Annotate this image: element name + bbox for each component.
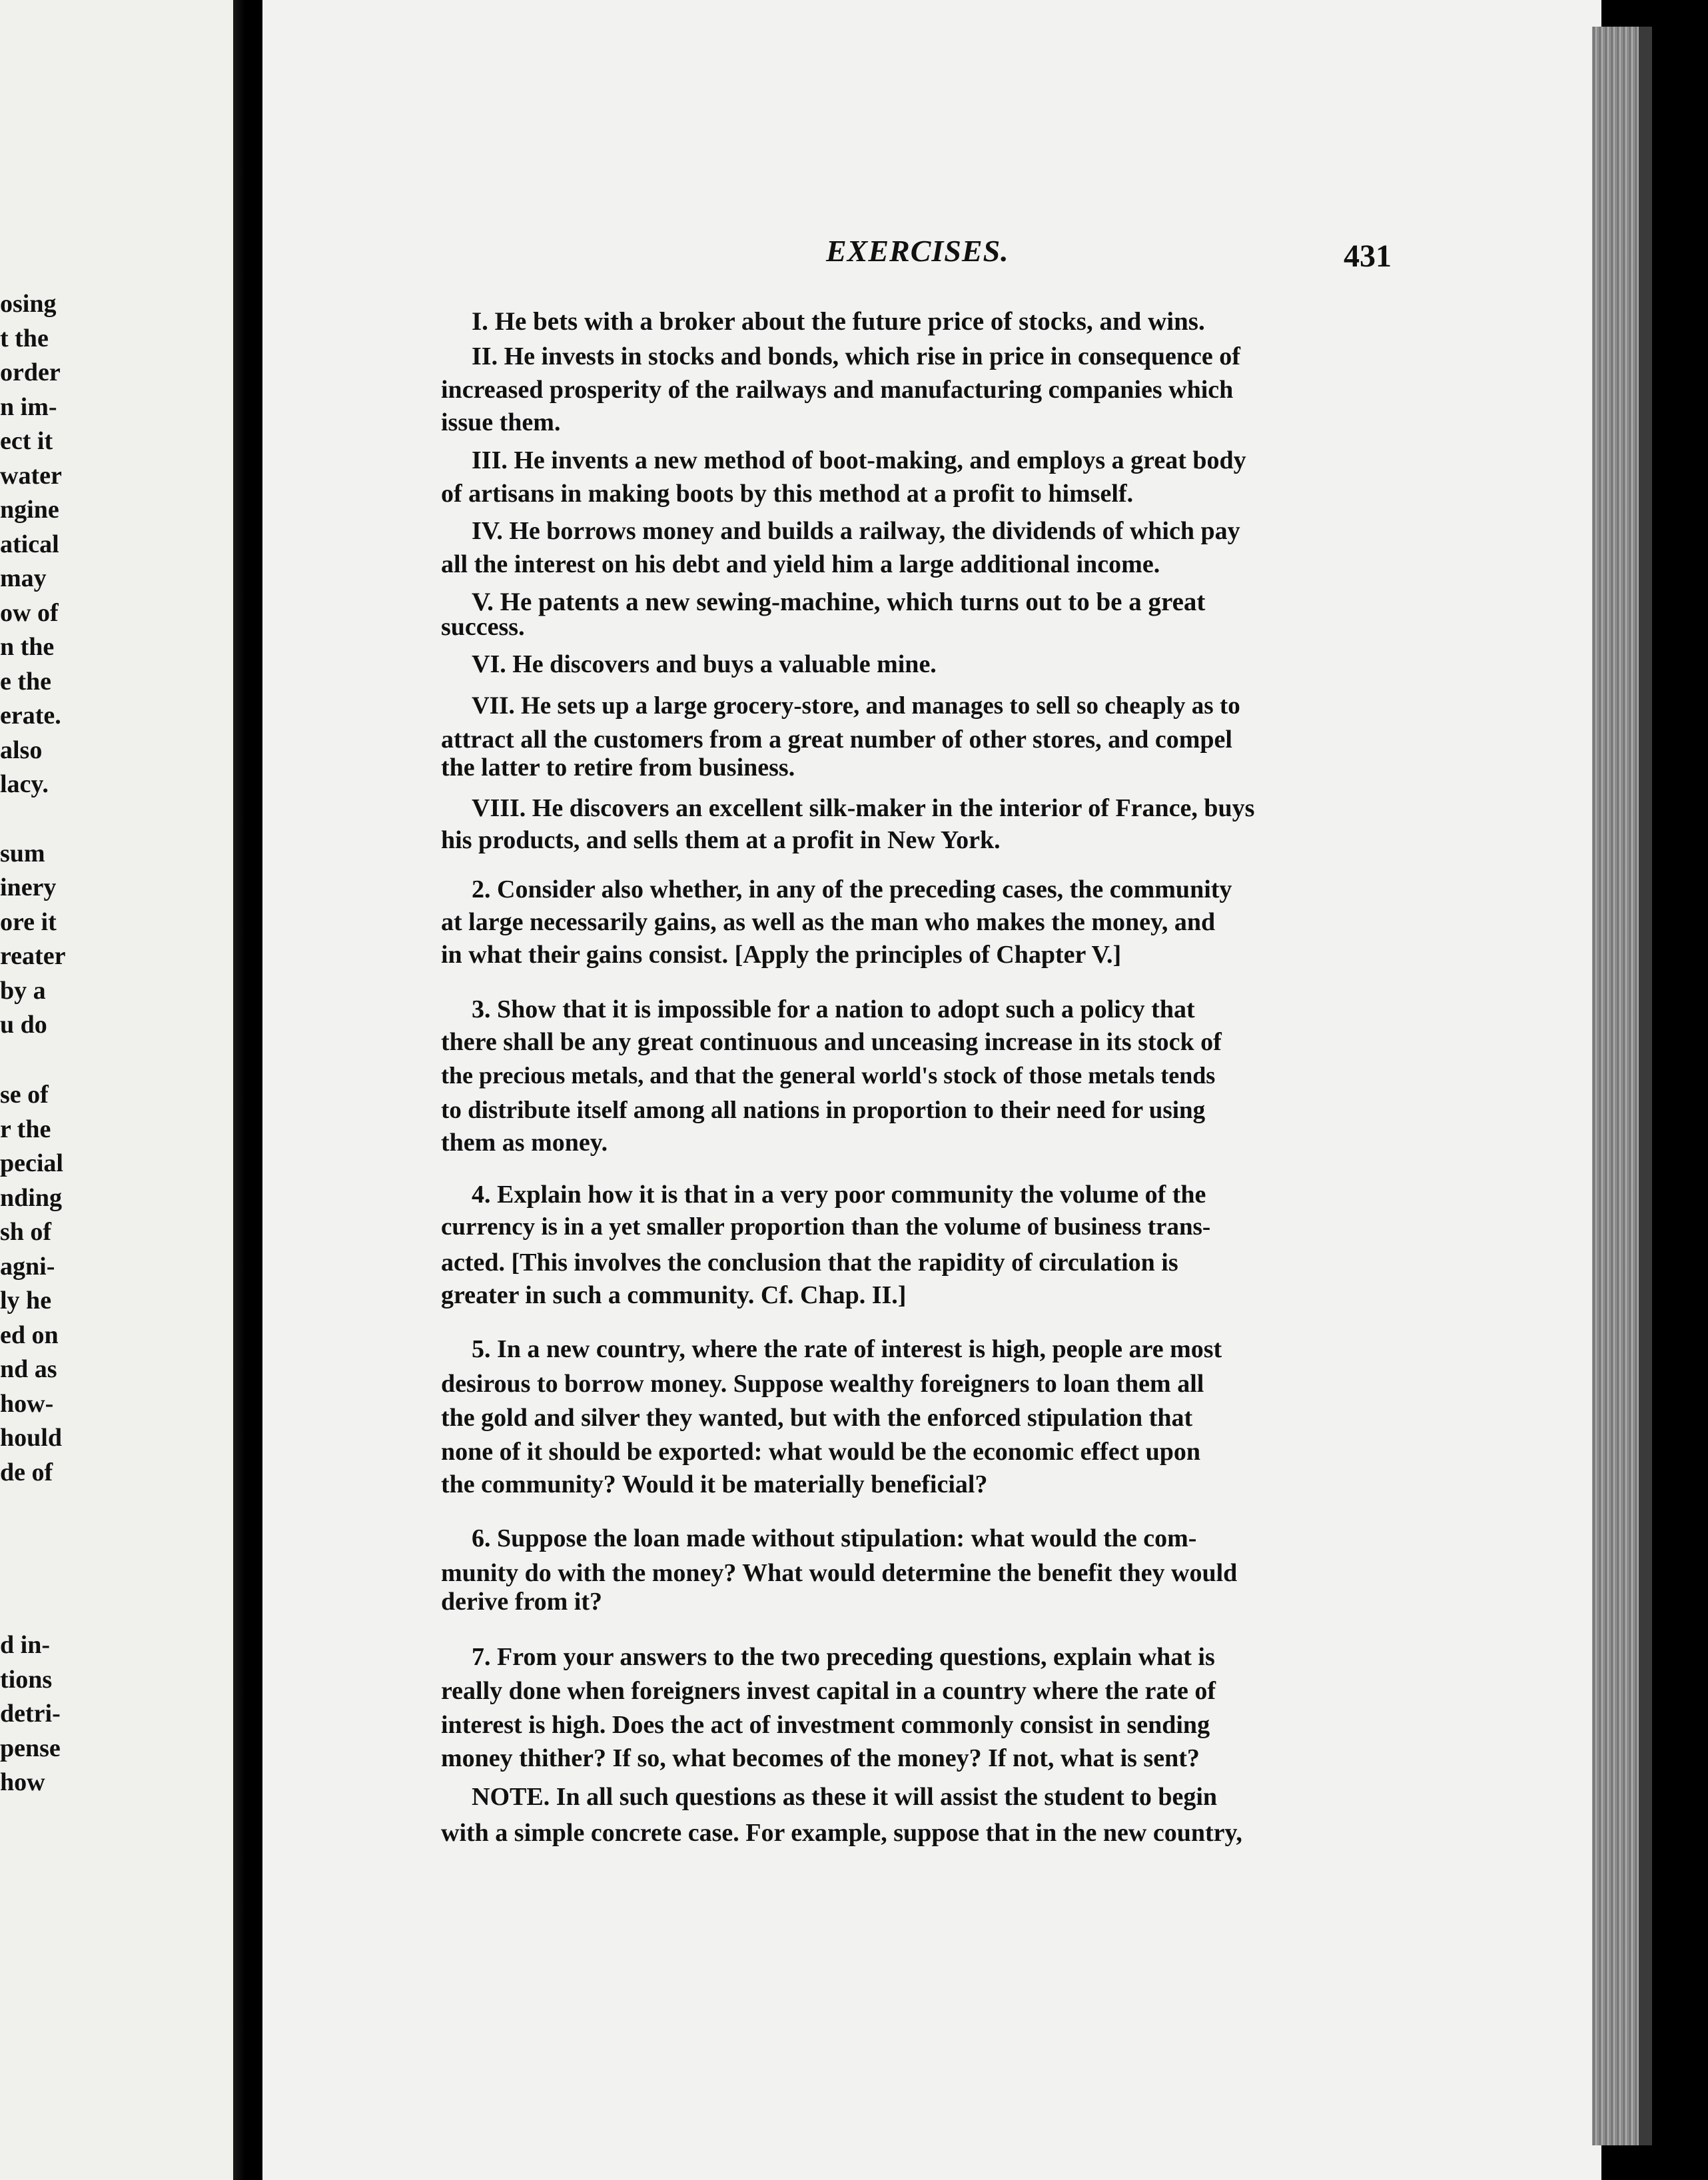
text-line: IV. He borrows money and builds a railway, the dividends of which pay: [472, 517, 1240, 545]
left-page-fragment: sh of: [0, 1218, 52, 1246]
left-page-fragment: how-: [0, 1390, 54, 1418]
text-line: II. He invests in stocks and bonds, which rise in price in consequence of: [472, 342, 1240, 370]
left-page-fragment: hould: [0, 1424, 62, 1452]
book-cover-edge: [1639, 27, 1652, 2145]
left-page-fragment: inery: [0, 873, 57, 901]
left-page-fragment: order: [0, 358, 61, 386]
text-line: the latter to retire from business.: [441, 754, 795, 782]
text-line: none of it should be exported: what would be the economic effect upon: [441, 1438, 1200, 1466]
left-page-fragment: ed on: [0, 1321, 59, 1349]
text-line: munity do with the money? What would determine the benefit they would: [441, 1559, 1238, 1587]
text-line: increased prosperity of the railways and manufacturing companies which: [441, 376, 1234, 404]
text-line: to distribute itself among all nations in proportion to their need for using: [441, 1097, 1206, 1124]
left-page-fragment: how: [0, 1768, 45, 1796]
left-page-fragment: u do: [0, 1011, 47, 1039]
text-line: there shall be any great continuous and unceasing increase in its stock of: [441, 1028, 1222, 1056]
left-page-fragment: ow of: [0, 599, 59, 627]
text-line: VI. He discovers and buys a valuable mine.: [472, 650, 937, 678]
text-line: V. He patents a new sewing-machine, which turns out to be a great: [472, 588, 1206, 616]
left-page-fragment: ore it: [0, 908, 57, 936]
left-page-fragment: also: [0, 736, 43, 764]
left-page-fragment: e the: [0, 668, 52, 696]
left-page-fragment: pecial: [0, 1149, 63, 1177]
left-page-fragment: may: [0, 564, 47, 592]
left-page-fragment: pense: [0, 1734, 61, 1762]
text-line: really done when foreigners invest capital in a country where the rate of: [441, 1677, 1216, 1705]
text-line: 5. In a new country, where the rate of interest is high, people are most: [472, 1335, 1222, 1363]
left-page-fragment: atical: [0, 530, 59, 558]
text-line: NOTE. In all such questions as these it will assist the student to begin: [472, 1783, 1218, 1811]
text-line: VIII. He discovers an excellent silk-maker in the interior of France, buys: [472, 794, 1255, 822]
left-page-fragment: ngine: [0, 496, 59, 524]
page-number: 431: [1344, 239, 1392, 274]
left-page-fragment: sum: [0, 839, 45, 867]
text-line: 2. Consider also whether, in any of the preceding cases, the community: [472, 875, 1232, 903]
left-page-fragment: t the: [0, 324, 49, 352]
text-line: acted. [This involves the conclusion that the rapidity of circulation is: [441, 1249, 1178, 1277]
previous-page-edge: [0, 0, 233, 2180]
text-line: interest is high. Does the act of investment commonly consist in sending: [441, 1711, 1210, 1739]
text-line: the gold and silver they wanted, but with the enforced stipulation that: [441, 1404, 1193, 1432]
text-line: desirous to borrow money. Suppose wealthy foreigners to loan them all: [441, 1370, 1204, 1398]
left-page-fragment: agni-: [0, 1253, 55, 1281]
text-line: VII. He sets up a large grocery-store, and manages to sell so cheaply as to: [472, 692, 1240, 720]
text-line: of artisans in making boots by this method at a profit to himself.: [441, 480, 1134, 508]
text-line: attract all the customers from a great number of other stores, and compel: [441, 726, 1232, 754]
left-page-fragment: water: [0, 462, 62, 490]
left-page-fragment: n the: [0, 633, 55, 661]
text-line: greater in such a community. Cf. Chap. II.]: [441, 1281, 907, 1309]
text-line: currency is in a yet smaller proportion than the volume of business trans-: [441, 1213, 1211, 1241]
text-line: with a simple concrete case. For example, suppose that in the new country,: [441, 1819, 1242, 1847]
text-line: issue them.: [441, 408, 561, 436]
book-gutter: [233, 0, 262, 2180]
left-page-fragment: r the: [0, 1115, 51, 1143]
left-page-fragment: se of: [0, 1081, 49, 1109]
left-page-fragment: d in-: [0, 1631, 50, 1659]
text-line: derive from it?: [441, 1588, 602, 1616]
text-line: 3. Show that it is impossible for a nation to adopt such a policy that: [472, 995, 1195, 1023]
text-line: 4. Explain how it is that in a very poor community the volume of the: [472, 1181, 1206, 1209]
left-page-fragment: detri-: [0, 1700, 61, 1728]
text-line: III. He invents a new method of boot-making, and employs a great body: [472, 446, 1246, 474]
left-page-fragment: n im-: [0, 393, 57, 421]
text-line: 7. From your answers to the two preceding questions, explain what is: [472, 1643, 1215, 1671]
left-page-fragment: nd as: [0, 1355, 57, 1383]
left-page-fragment: lacy.: [0, 770, 49, 798]
text-line: them as money.: [441, 1129, 608, 1157]
text-line: at large necessarily gains, as well as the man who makes the money, and: [441, 908, 1216, 936]
text-line: the precious metals, and that the general world's stock of those metals tends: [441, 1062, 1216, 1089]
left-page-fragment: de of: [0, 1458, 53, 1486]
text-line: his products, and sells them at a profit in New York.: [441, 826, 1001, 854]
left-page-fragment: nding: [0, 1184, 62, 1212]
text-line: 6. Suppose the loan made without stipulation: what would the com-: [472, 1524, 1197, 1552]
running-header: EXERCISES.: [826, 234, 1009, 268]
left-page-fragment: ect it: [0, 427, 53, 455]
left-page-fragment: reater: [0, 942, 66, 970]
text-line: in what their gains consist. [Apply the principles of Chapter V.]: [441, 941, 1122, 969]
left-page-fragment: erate.: [0, 702, 61, 730]
page-edge-stack: [1592, 27, 1639, 2145]
left-page-fragment: ly he: [0, 1287, 52, 1315]
left-page-fragment: tions: [0, 1666, 53, 1694]
left-page-fragment: osing: [0, 290, 57, 318]
text-line: success.: [441, 613, 525, 641]
text-line: I. He bets with a broker about the future price of stocks, and wins.: [472, 307, 1205, 336]
left-page-fragment: by a: [0, 977, 46, 1005]
text-line: all the interest on his debt and yield him a large additional income.: [441, 550, 1160, 578]
text-line: money thither? If so, what becomes of the money? If not, what is sent?: [441, 1744, 1200, 1772]
text-line: the community? Would it be materially beneficial?: [441, 1470, 988, 1498]
